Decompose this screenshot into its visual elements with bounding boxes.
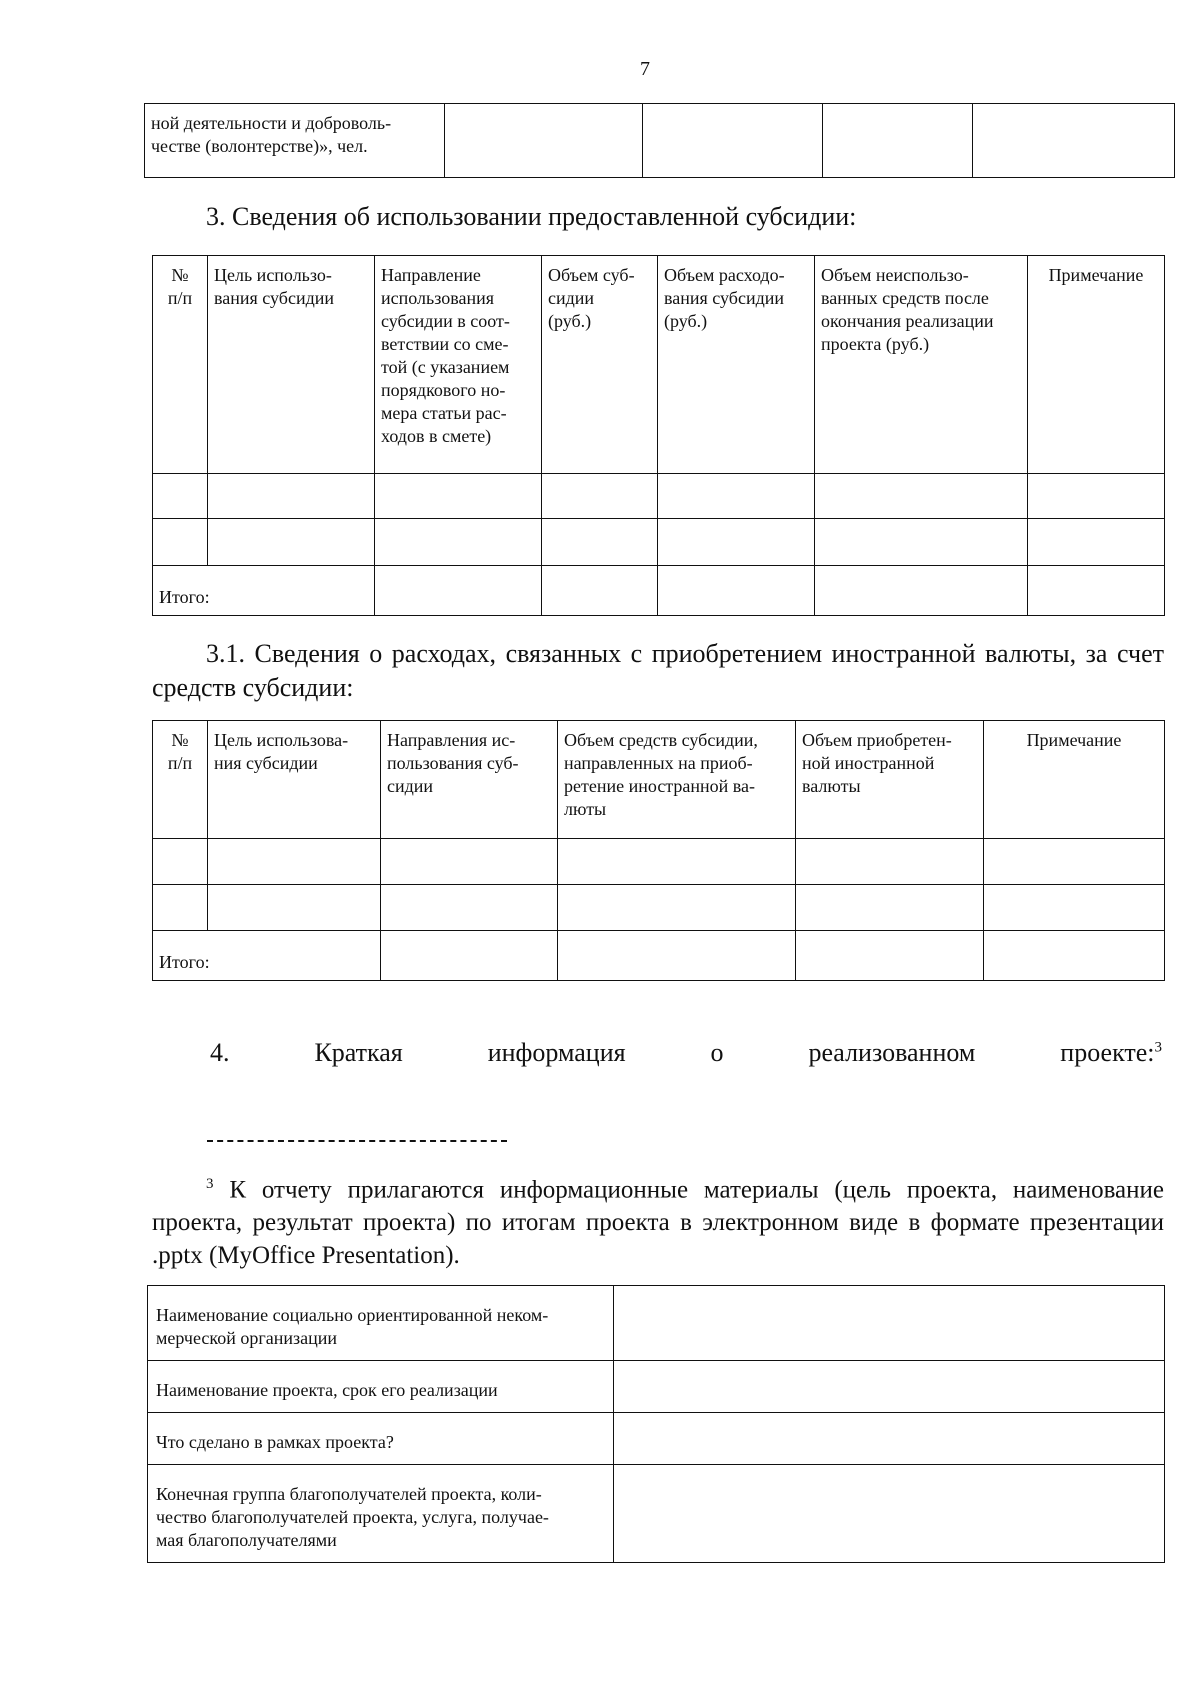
table-row bbox=[148, 1286, 1165, 1361]
table-cell[interactable] bbox=[1028, 566, 1165, 616]
table-cell[interactable] bbox=[381, 885, 558, 931]
summary-value-cell[interactable] bbox=[614, 1361, 1165, 1413]
table-cell[interactable] bbox=[153, 839, 208, 885]
header-num: № п/п bbox=[153, 721, 208, 839]
project-summary-table bbox=[147, 1285, 1165, 1563]
table-cell[interactable] bbox=[558, 839, 796, 885]
top-table-cell[interactable] bbox=[973, 104, 1175, 178]
table-row bbox=[153, 474, 1165, 519]
header-subsidy: Объем суб- сидии (руб.) bbox=[542, 256, 658, 474]
subsidy-usage-table bbox=[152, 255, 1165, 616]
table-row bbox=[148, 1465, 1165, 1563]
top-table-cell[interactable] bbox=[823, 104, 973, 178]
table-cell[interactable] bbox=[208, 519, 375, 566]
header-unused: Объем неиспользо- ванных средств после окончания реализации проекта (руб.) bbox=[815, 256, 1028, 474]
table-cell[interactable] bbox=[815, 519, 1028, 566]
header-direction: Направления ис- пользования суб- сидии bbox=[381, 721, 558, 839]
header-goal: Цель использо- вания субсидии bbox=[208, 256, 375, 474]
top-table-cell-label: ной деятельности и доброволь- честве (волонтерстве)», чел. bbox=[145, 104, 445, 178]
table-row bbox=[148, 1413, 1165, 1465]
summary-value-cell[interactable] bbox=[614, 1413, 1165, 1465]
table-cell[interactable] bbox=[375, 474, 542, 519]
total-label: Итого: bbox=[153, 566, 375, 616]
section4-word: 4. bbox=[210, 1038, 230, 1067]
table-cell[interactable] bbox=[542, 519, 658, 566]
header-note: Примечание bbox=[1028, 256, 1165, 474]
table-cell[interactable] bbox=[658, 566, 815, 616]
total-row bbox=[153, 931, 1165, 981]
table-row bbox=[153, 839, 1165, 885]
top-table-cell[interactable] bbox=[643, 104, 823, 178]
header-funds: Объем средств субсидии, направленных на приоб- ретение иностранной ва- люты bbox=[558, 721, 796, 839]
table-cell[interactable] bbox=[208, 474, 375, 519]
table-cell[interactable] bbox=[796, 839, 984, 885]
table-cell[interactable] bbox=[815, 474, 1028, 519]
header-goal: Цель использова- ния субсидии bbox=[208, 721, 381, 839]
table-row bbox=[153, 519, 1165, 566]
table-cell[interactable] bbox=[375, 519, 542, 566]
section3-title: 3. Сведения об использовании предоставленной субсидии: bbox=[206, 202, 857, 231]
table-cell[interactable] bbox=[658, 474, 815, 519]
table-cell[interactable] bbox=[558, 885, 796, 931]
table-cell[interactable] bbox=[208, 885, 381, 931]
table-cell[interactable] bbox=[658, 519, 815, 566]
table-cell[interactable] bbox=[542, 474, 658, 519]
table-cell[interactable] bbox=[984, 839, 1165, 885]
section4-title bbox=[210, 1038, 1162, 1068]
section4-word: информация bbox=[487, 1038, 626, 1067]
footnote-mark: 3 bbox=[206, 1176, 214, 1192]
table-cell[interactable] bbox=[381, 931, 558, 981]
section4-word-last: проекте:$^3$ bbox=[1060, 1038, 1162, 1067]
table-cell[interactable] bbox=[375, 566, 542, 616]
section31-title: 3.1. Сведения о расходах, связанных с приобретением иностранной валюты, за счет средств субсидии: bbox=[152, 639, 1164, 702]
summary-label: Наименование социально ориентированной неком- мерческой организации bbox=[148, 1286, 614, 1361]
table-cell[interactable] bbox=[796, 931, 984, 981]
header-currency: Объем приобретен- ной иностранной валюты bbox=[796, 721, 984, 839]
table-cell[interactable] bbox=[153, 519, 208, 566]
summary-label: Что сделано в рамках проекта? bbox=[148, 1413, 614, 1465]
summary-value-cell[interactable] bbox=[614, 1465, 1165, 1563]
table-cell[interactable] bbox=[796, 885, 984, 931]
table-cell[interactable] bbox=[984, 931, 1165, 981]
table-row bbox=[148, 1361, 1165, 1413]
summary-label: Конечная группа благополучателей проекта, коли- чество благополучателей проекта, услуга, получае- мая благополучателями bbox=[148, 1465, 614, 1563]
table-cell[interactable] bbox=[1028, 519, 1165, 566]
summary-label: Наименование проекта, срок его реализации bbox=[148, 1361, 614, 1413]
section4-word: Краткая bbox=[314, 1038, 403, 1067]
top-table bbox=[144, 103, 1175, 178]
table-cell[interactable] bbox=[1028, 474, 1165, 519]
total-row bbox=[153, 566, 1165, 616]
summary-value-cell[interactable] bbox=[614, 1286, 1165, 1361]
table-cell[interactable] bbox=[815, 566, 1028, 616]
footnote-text: К отчету прилагаются информационные материалы (цель проекта, наименование проекта, результат проекта) по итогам проекта в электронном виде в формате презентации .pptx (MyOffice Presentation). bbox=[152, 1176, 1164, 1270]
table-cell[interactable] bbox=[542, 566, 658, 616]
table-cell[interactable] bbox=[558, 931, 796, 981]
footnote bbox=[152, 1168, 1164, 1272]
currency-expenses-table bbox=[152, 720, 1165, 981]
table-row bbox=[153, 885, 1165, 931]
total-label: Итого: bbox=[153, 931, 381, 981]
section4-word: о bbox=[710, 1038, 724, 1067]
header-num: № п/п bbox=[153, 256, 208, 474]
table-cell[interactable] bbox=[381, 839, 558, 885]
table-cell[interactable] bbox=[153, 885, 208, 931]
page-number: 7 bbox=[640, 58, 650, 80]
table-cell[interactable] bbox=[208, 839, 381, 885]
section4-word: реализованном bbox=[808, 1038, 976, 1067]
header-spent: Объем расходо- вания субсидии (руб.) bbox=[658, 256, 815, 474]
footnote-separator bbox=[207, 1140, 507, 1142]
header-direction: Направление использования субсидии в соот- ветствии со сме- той (с указанием порядкового но- мера статьи рас- ходов в смете) bbox=[375, 256, 542, 474]
footnote-mark: 3 bbox=[1154, 1039, 1162, 1056]
table-cell[interactable] bbox=[153, 474, 208, 519]
header-note: Примечание bbox=[984, 721, 1165, 839]
top-table-cell[interactable] bbox=[445, 104, 643, 178]
table-cell[interactable] bbox=[984, 885, 1165, 931]
